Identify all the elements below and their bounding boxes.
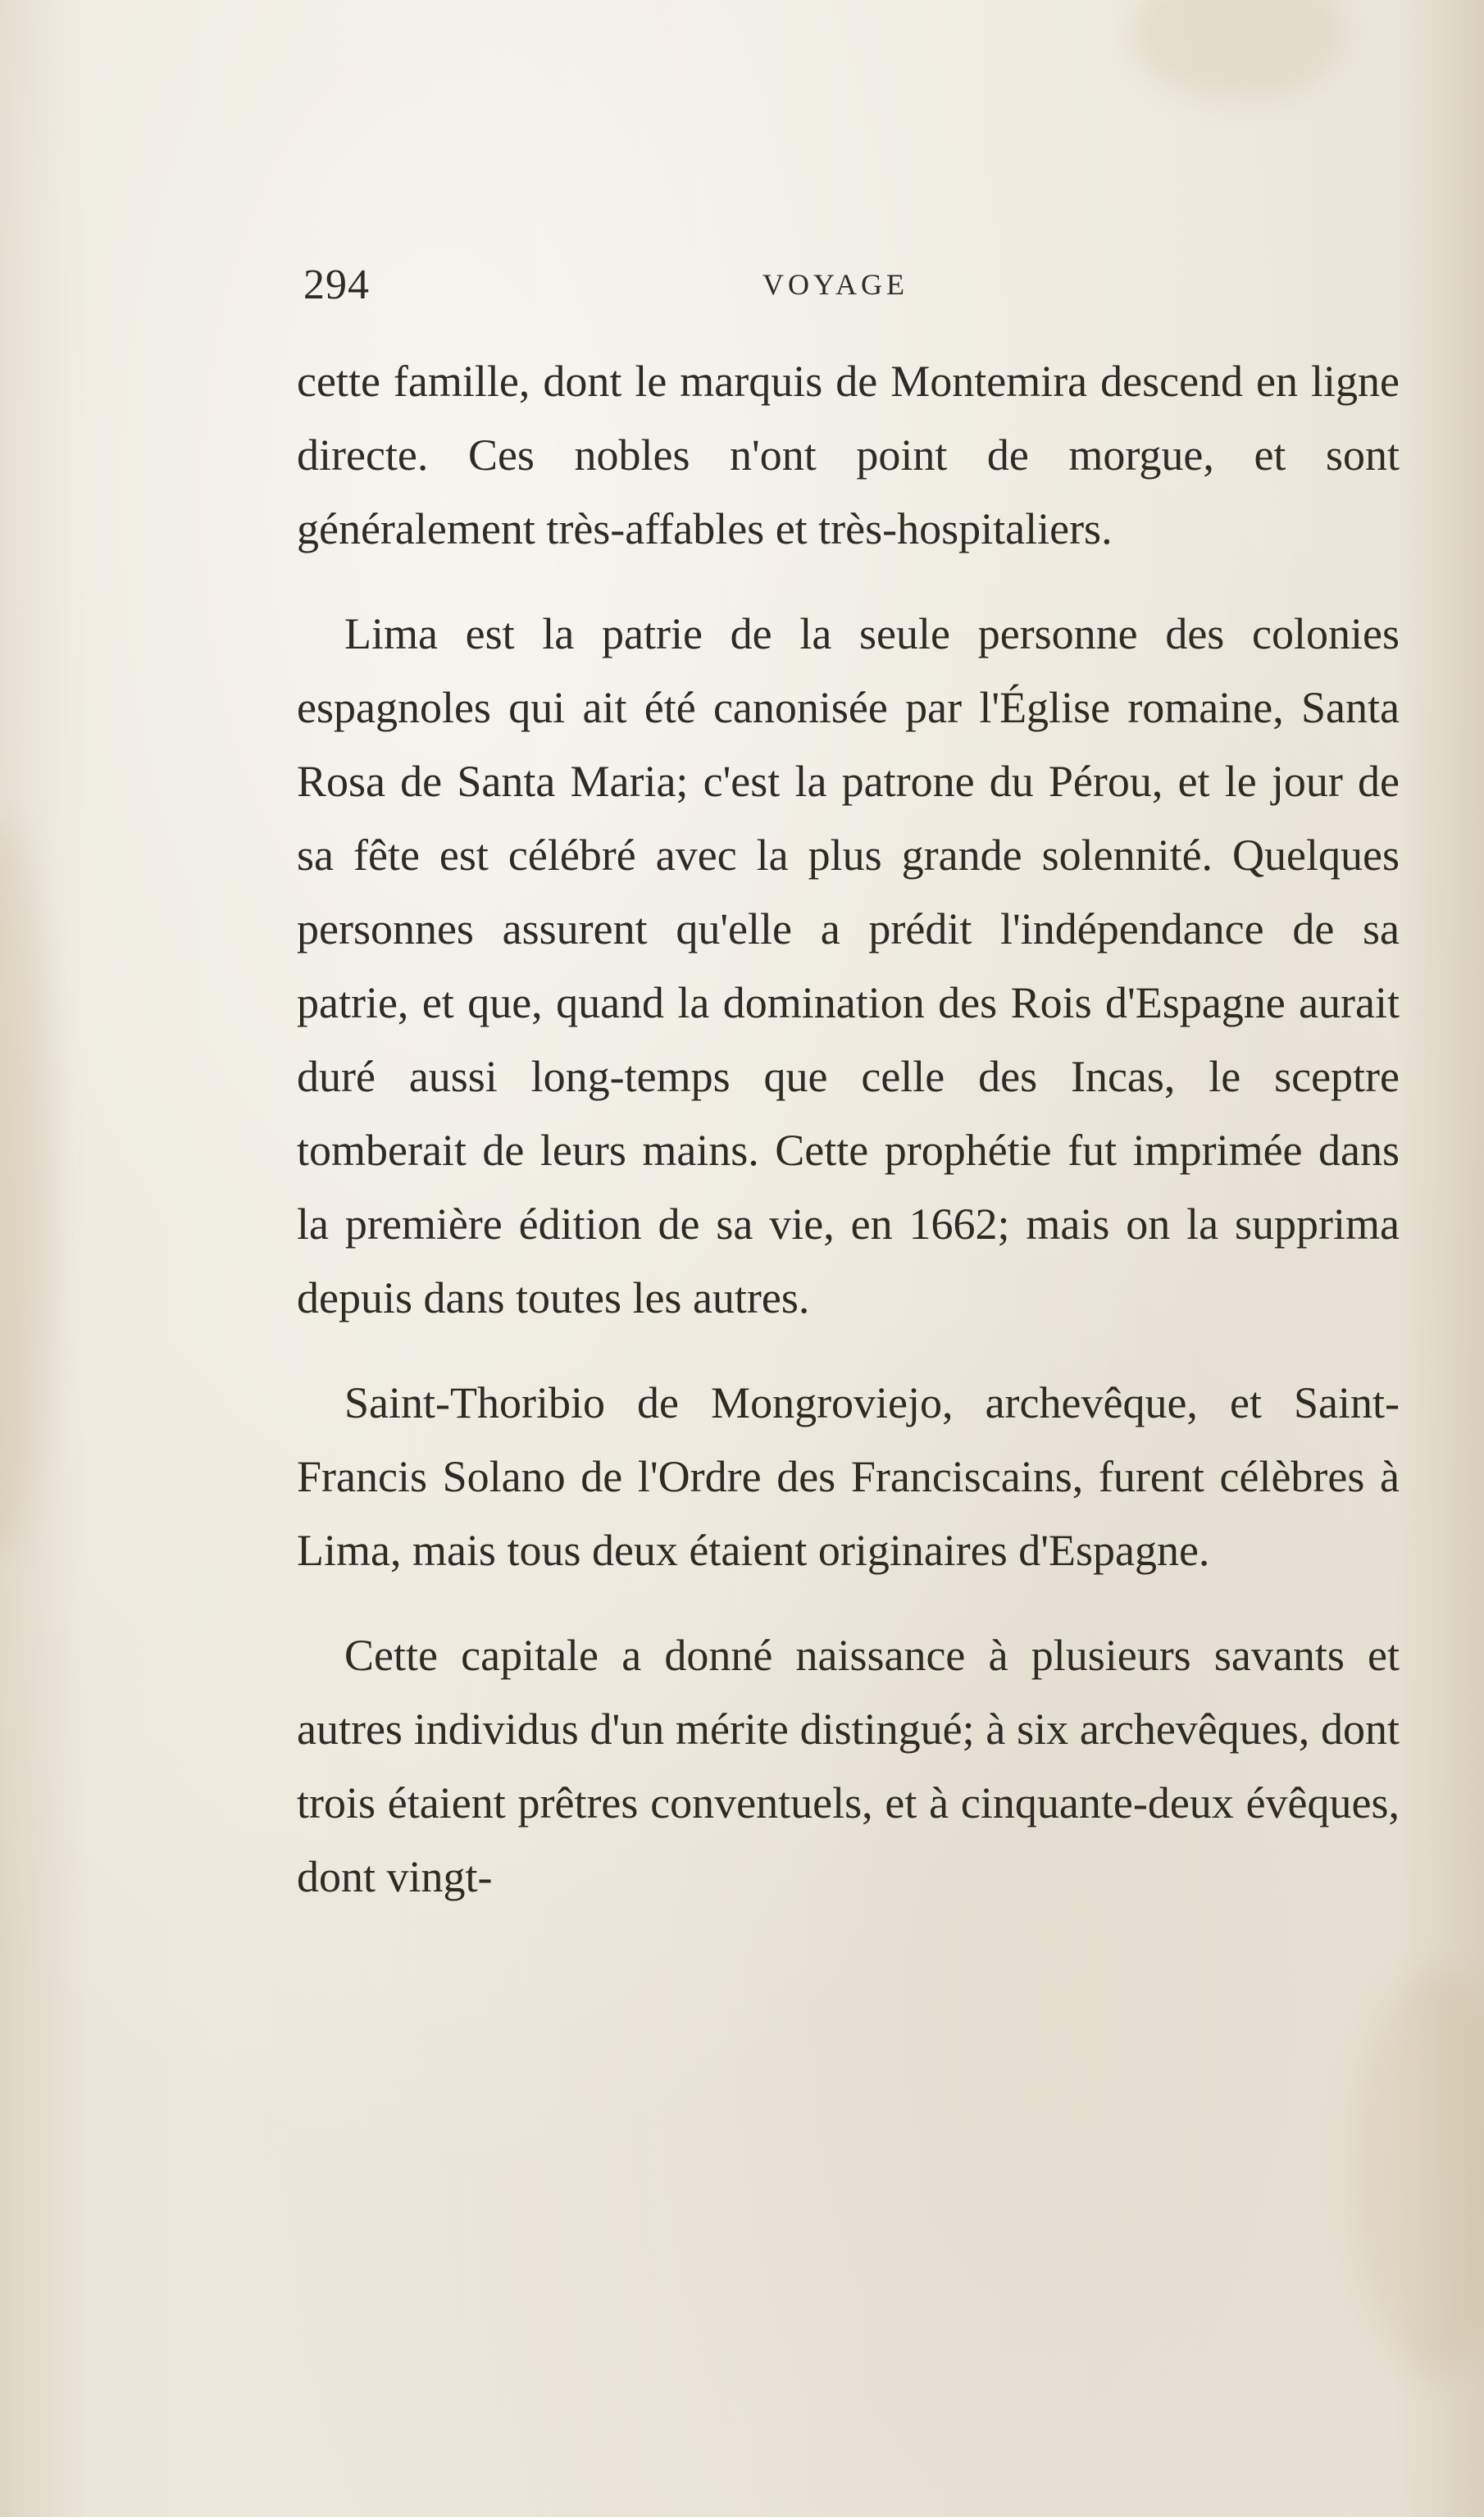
page-header: [303, 261, 1394, 310]
running-head: VOYAGE: [762, 268, 908, 301]
paragraph: cette famille, dont le marquis de Montemira descend en ligne directe. Ces nobles n'ont point de morgue, et sont généralement très-affables et très-hospitaliers.: [297, 357, 1400, 553]
page-number: 294: [303, 262, 370, 308]
paragraph: Saint-Thoribio de Mongroviejo, archevêque, et Saint-Francis Solano de l'Ordre des Franciscains, furent célèbres à Lima, mais tous deux étaient originaires d'Espagne.: [297, 1378, 1400, 1575]
paper-stain: [1131, 0, 1345, 98]
paper-stain: [1353, 1968, 1484, 2378]
paragraph: Lima est la patrie de la seule personne des colonies espagnoles qui ait été canonisée par l'Église romaine, Santa Rosa de Santa Maria; c'est la patrone du Pérou, et le jour de sa fête est célébré avec la plus grande solennité. Quelques personnes assurent qu'elle a prédit l'indépendance de sa patrie, et que, quand la domination des Rois d'Espagne aurait duré aussi long-temps que celle des Incas, le sceptre tomberait de leurs mains. Cette prophétie fut imprimée dans la première édition de sa vie, en 1662; mais on la supprima depuis dans toutes les autres.: [297, 609, 1400, 1322]
paragraph: Cette capitale a donné naissance à plusieurs savants et autres individus d'un mérite distingué; à six archevêques, dont trois étaient prêtres conventuels, et à cinquante-deux évêques, dont vingt-: [297, 1631, 1400, 1901]
body-text: [297, 344, 1400, 1945]
paper-stain: [0, 820, 49, 1558]
